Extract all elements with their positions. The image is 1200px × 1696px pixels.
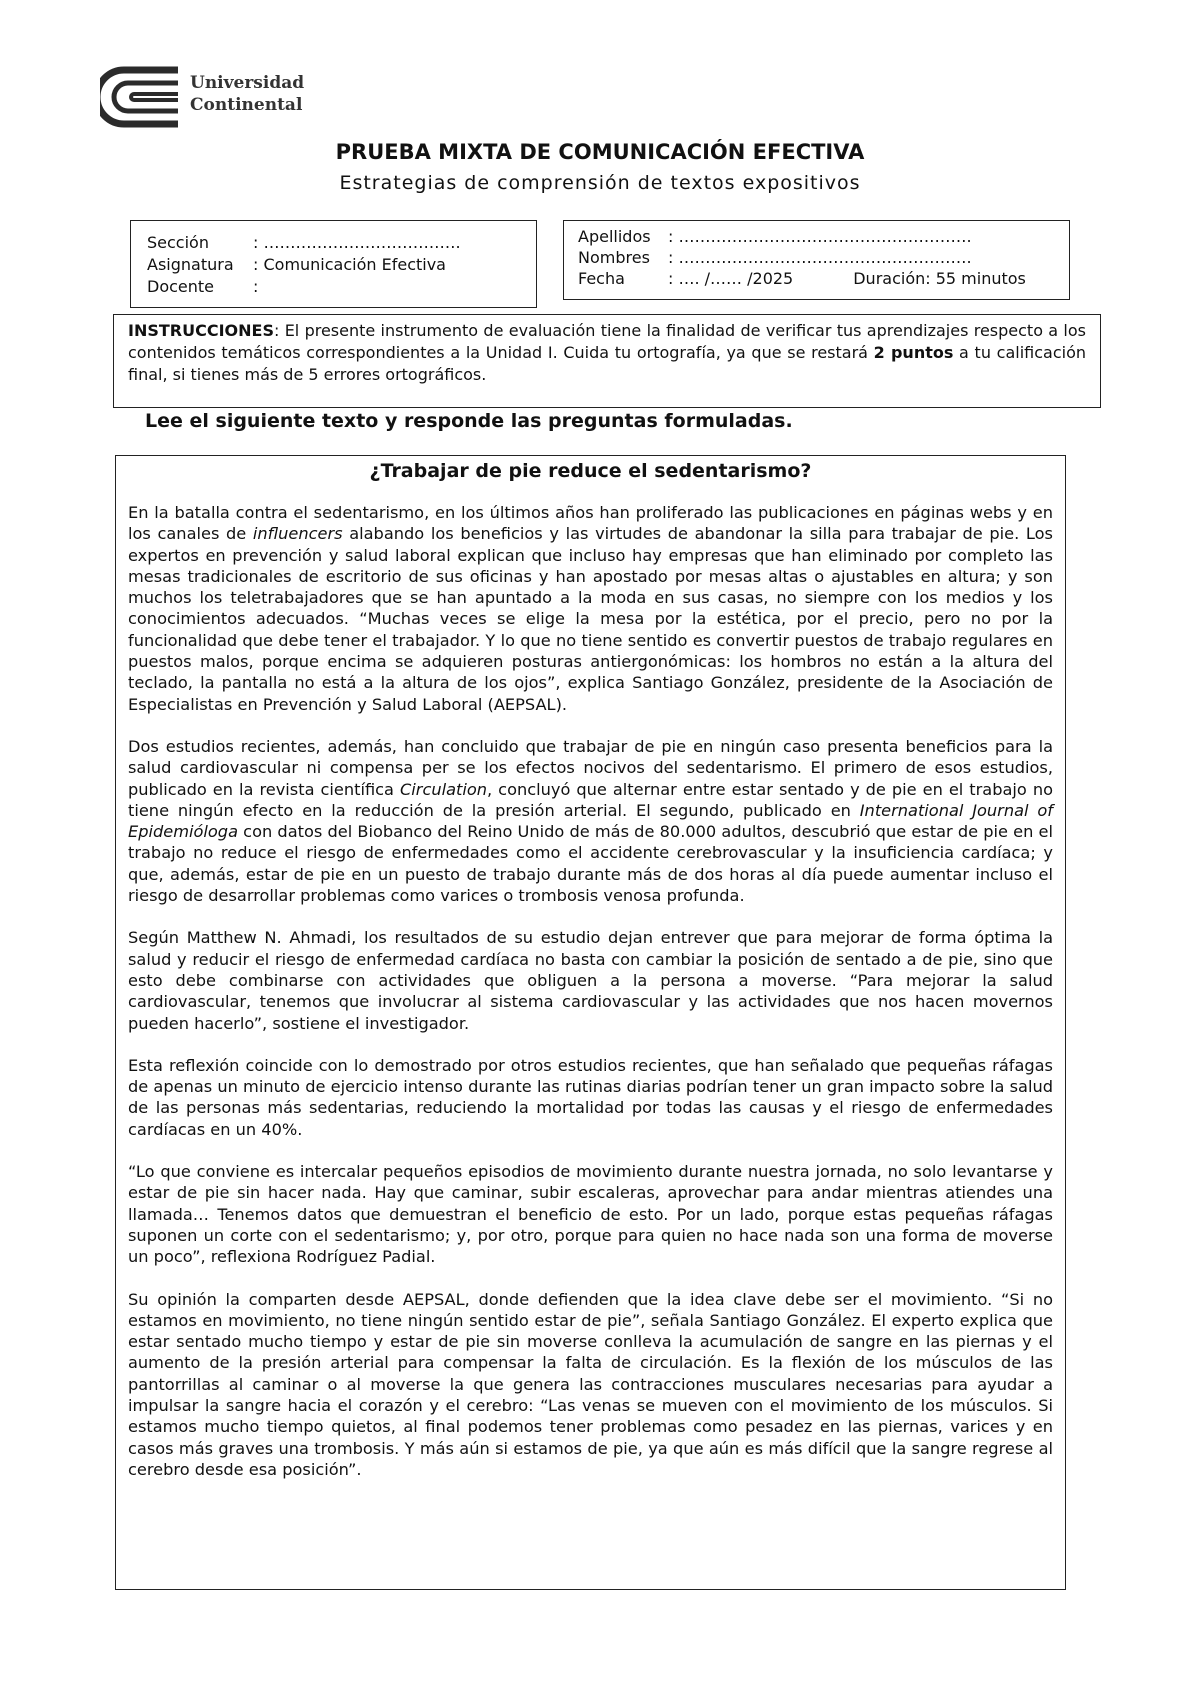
seccion-label: Sección bbox=[147, 233, 209, 252]
paragraph-1-a: En la batalla contra el sedentarismo, en los últimos años han proliferado las publicaciones en páginas webs y en los canales de bbox=[128, 503, 1053, 544]
instructions-label: INSTRUCCIONES bbox=[128, 321, 274, 340]
course-info-box bbox=[130, 220, 537, 308]
nombres-label: Nombres bbox=[578, 248, 650, 267]
paragraph-2-b: , concluyó que alternar entre estar sentado y de pie en el trabajo no tiene ningún efecto en la reducción de la presión arterial. El segundo, publicado en bbox=[128, 779, 1053, 820]
instructions-text-a: : El presente instrumento de evaluación tiene la finalidad de verificar tus aprendizajes respecto a los contenidos temáticos correspondientes a la Unidad I. Cuida tu ortografía, ya que se restará bbox=[128, 321, 1086, 362]
instructions-points: 2 puntos bbox=[873, 343, 954, 362]
fecha-label: Fecha bbox=[578, 269, 625, 288]
apellidos-label: Apellidos bbox=[578, 227, 651, 246]
fecha-row bbox=[578, 268, 1069, 289]
paragraph-2-italic-1: Circulation bbox=[399, 779, 488, 799]
apellidos-row bbox=[578, 226, 1069, 247]
asignatura-value: : Comunicación Efectiva bbox=[253, 255, 446, 274]
paragraph-3: Según Matthew N. Ahmadi, los resultados de su estudio dejan entrever que para mejorar de forma óptima la salud y reducir el riesgo de enfermedad cardíaca no basta con cambiar la posición de sentado a de pie, sino que esto debe combinarse con actividades que obliguen a la persona a moverse. “Para mejorar la salud cardiovascular, tenemos que involucrar al sistema cardiovascular y las actividades que nos hacen movernos pueden hacerlo”, sostiene el investigador. bbox=[128, 928, 1053, 1033]
exam-subtitle: Estrategias de comprensión de textos expositivos bbox=[339, 172, 861, 194]
logo-line-1: Universidad bbox=[190, 73, 305, 93]
docente-field[interactable]: : bbox=[253, 277, 259, 296]
paragraph-1-b: alabando los beneficios y las virtudes de abandonar la silla para trabajar de pie. Los expertos en prevención y salud laboral explican que incluso hay empresas que han eliminado por completo las mesas tradicionales de escritorio de sus oficinas y han apostado por mesas altas o ajustables en altura; y son muchos los teletrabajadores que se han apuntado a la moda en sus casas, no siempre con los medios y los conocimientos adecuados. “Muchas veces se elige la mesa por la estética, por el precio, pero no por la funcionalidad que debe tener el trabajador. Y lo que no tiene sentido es convertir puestos de trabajo regulares en puestos malos, porque encima se adquieren posturas antiergonómicas: los hombros no están a la altura del teclado, la pantalla no está a la altura de los ojos”, explica Santiago González, presidente de la Asociación de Especialistas en Prevención y Salud Laboral (AEPSAL). bbox=[128, 524, 1053, 714]
duracion-text: Duración: 55 minutos bbox=[853, 269, 1026, 288]
student-info-box bbox=[563, 220, 1070, 300]
paragraph-1-italic: influencers bbox=[252, 524, 343, 544]
reading-prompt: Lee el siguiente texto y responde las preguntas formuladas. bbox=[145, 410, 793, 432]
paragraph-6: Su opinión la comparten desde AEPSAL, donde defienden que la idea clave debe ser el movimiento. “Si no estamos en movimiento, no tiene ningún sentido estar de pie”, señala Santiago González. El experto explica que estar sentado mucho tiempo y estar de pie sin moverse conlleva la acumulación de sangre en las piernas y el aumento de la presión arterial para compensar la falta de circulación. Es la flexión de los músculos de las pantorrillas al caminar o al moverse la que genera las contracciones musculares necesarias para ayudar a impulsar la sangre hacia el corazón y el cerebro: “Las venas se mueven con el movimiento de los músculos. Si estamos mucho tiempo quietos, al final podemos tener problemas como pesadez en las piernas, varices y en casos más graves una trombosis. Y más aún si estamos de pie, ya que aún es más difícil que la sangre regrese al cerebro desde esa posición”. bbox=[128, 1289, 1053, 1479]
exam-title: PRUEBA MIXTA DE COMUNICACIÓN EFECTIVA bbox=[335, 140, 865, 164]
paragraph-2-italic-2: International Journal of Epidemióloga bbox=[128, 800, 1053, 842]
paragraph-5: “Lo que conviene es intercalar pequeños episodios de movimiento durante nuestra jornada, no solo levantarse y estar de pie sin hacer nada. Hay que caminar, subir escaleras, aprovechar para andar mientras atiendes una llamada… Tenemos datos que demuestran el beneficio de esto. Por un lado, porque estas pequeñas ráfagas suponen un corte con el sedentarismo; y, por otro, porque para quien no hace nada son una forma de moverse un poco”, reflexiona Rodríguez Padial. bbox=[128, 1162, 1053, 1267]
paragraph-2-c: con datos del Biobanco del Reino Unido de más de 80.000 adultos, descubrió que estar de pie en el trabajo no reduce el riesgo de enfermedades como el accidente cerebrovascular y la insuficiencia cardíaca; y que, además, estar de pie en un puesto de trabajo durante más de dos horas al día puede aumentar incluso el riesgo de desarrollar problemas como varices o trombosis venosa profunda. bbox=[128, 822, 1053, 906]
asignatura-row bbox=[147, 254, 536, 276]
paragraph-2-a: Dos estudios recientes, además, han concluido que trabajar de pie en ningún caso presenta beneficios para la salud cardiovascular ni compensa per se los efectos nocivos del sedentarismo. El primero de esos estudios, publicado en la revista científica bbox=[128, 736, 1053, 799]
asignatura-label: Asignatura bbox=[147, 255, 234, 274]
paragraph-1 bbox=[128, 502, 1053, 715]
docente-row bbox=[147, 276, 536, 298]
reading-box bbox=[115, 455, 1066, 1590]
apellidos-field[interactable]: : ………………………………………………. bbox=[668, 227, 972, 246]
instructions-box bbox=[113, 314, 1101, 408]
nombres-field[interactable]: : ………………………………………………. bbox=[668, 248, 972, 267]
reading-title: ¿Trabajar de pie reduce el sedentarismo? bbox=[369, 460, 812, 482]
instructions-text-b: a tu calificación final, si tienes más de 5 errores ortográficos. bbox=[128, 343, 1086, 384]
fecha-field[interactable]: : …. /…… /2025 bbox=[668, 269, 794, 288]
logo-emblem-icon bbox=[100, 66, 182, 128]
paragraph-2 bbox=[128, 736, 1053, 906]
logo-line-2: Continental bbox=[190, 95, 303, 115]
paragraph-4: Esta reflexión coincide con lo demostrado por otros estudios recientes, que han señalado que pequeñas ráfagas de apenas un minuto de ejercicio intenso durante las rutinas diarias podrían tener un gran impacto sobre la salud de las personas más sedentarias, reduciendo la mortalidad por todas las causas y el riesgo de enfermedades cardíacas en un 40%. bbox=[128, 1055, 1053, 1139]
seccion-row bbox=[147, 232, 536, 254]
seccion-field[interactable]: : ………………………………. bbox=[253, 233, 461, 252]
nombres-row bbox=[578, 247, 1069, 268]
docente-label: Docente bbox=[147, 277, 215, 296]
university-logo bbox=[100, 66, 310, 128]
